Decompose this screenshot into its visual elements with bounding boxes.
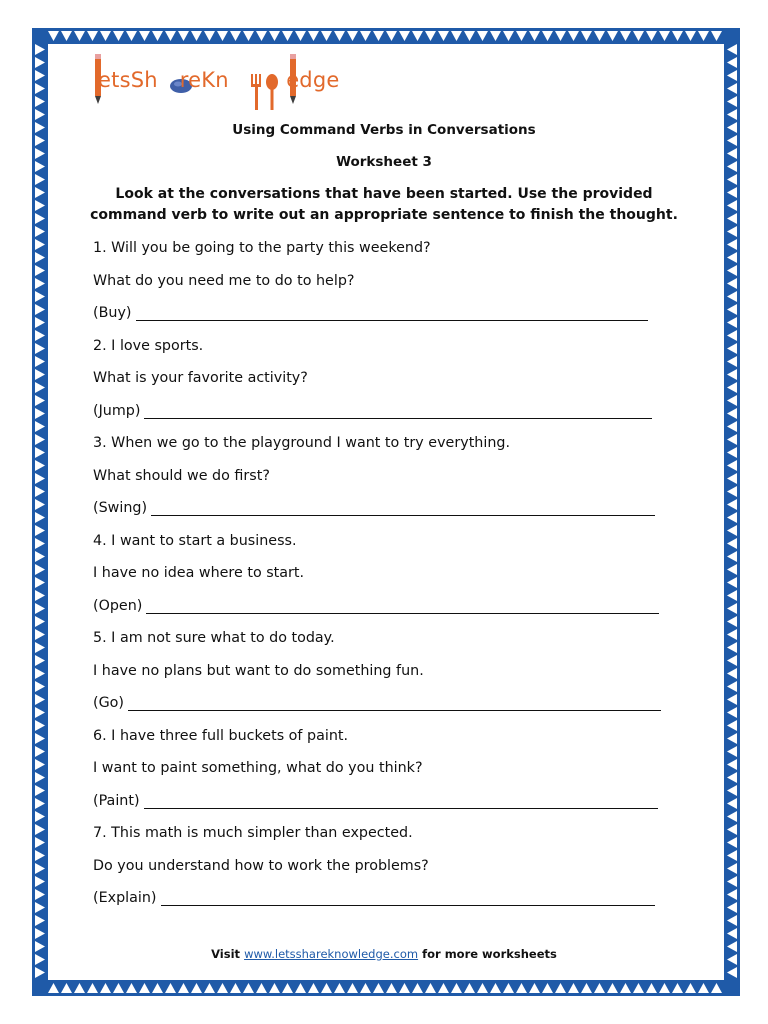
question-prompt: 2. I love sports. bbox=[93, 337, 204, 354]
triangle-border-right bbox=[724, 28, 740, 996]
answer-blank-line[interactable] bbox=[151, 501, 655, 516]
logo-text-part-4: edge bbox=[286, 68, 340, 92]
answer-blank-line[interactable] bbox=[161, 891, 656, 906]
question-prompt: 5. I am not sure what to do today. bbox=[93, 630, 335, 646]
question-prompt: 3. When we go to the playground I want to try everything. bbox=[93, 435, 511, 451]
question-prompt: 1. Will you be going to the party this weekend? bbox=[93, 240, 431, 256]
answer-row bbox=[93, 890, 655, 906]
answer-blank-line[interactable] bbox=[144, 404, 652, 419]
question-prompt: 6. I have three full buckets of paint. bbox=[93, 727, 349, 744]
triangle-border-bottom bbox=[32, 980, 740, 996]
question-followup: What should we do first? bbox=[93, 467, 270, 484]
logo-text bbox=[92, 68, 340, 92]
answer-row bbox=[93, 500, 655, 516]
command-verb: (Open) bbox=[93, 597, 143, 614]
footer bbox=[0, 947, 768, 961]
answer-row bbox=[93, 305, 648, 321]
question-followup: I want to paint something, what do you think? bbox=[93, 760, 423, 776]
answer-blank-line[interactable] bbox=[136, 306, 649, 321]
footer-link[interactable]: www.letsshareknowledge.com bbox=[244, 947, 419, 961]
answer-row bbox=[93, 793, 658, 809]
worksheet-subtitle: Worksheet 3 bbox=[336, 154, 432, 170]
worksheet-title: Using Command Verbs in Conversations bbox=[232, 122, 536, 138]
command-verb: (Paint) bbox=[93, 792, 140, 809]
logo-text-part-2: reKn bbox=[179, 68, 229, 92]
logo-text-part-1: etsSh bbox=[98, 68, 158, 92]
footer-visit: Visit bbox=[211, 947, 241, 961]
question-followup: What is your favorite activity? bbox=[93, 370, 308, 386]
triangle-border-top bbox=[32, 28, 740, 44]
command-verb: (Buy) bbox=[93, 305, 132, 321]
question-prompt: 4. I want to start a business. bbox=[93, 532, 297, 549]
question-followup: I have no idea where to start. bbox=[93, 565, 305, 581]
answer-blank-line[interactable] bbox=[128, 696, 661, 711]
logo bbox=[92, 50, 352, 114]
triangle-border-left bbox=[32, 28, 48, 996]
command-verb: (Explain) bbox=[93, 890, 157, 906]
command-verb: (Go) bbox=[93, 695, 124, 711]
question-prompt: 7. This math is much simpler than expected. bbox=[93, 825, 413, 841]
footer-rest: for more worksheets bbox=[422, 947, 557, 961]
question-followup: Do you understand how to work the problems? bbox=[93, 857, 429, 874]
answer-blank-line[interactable] bbox=[144, 794, 658, 809]
answer-row bbox=[93, 695, 661, 711]
command-verb: (Swing) bbox=[93, 500, 148, 516]
question-followup: I have no plans but want to do something fun. bbox=[93, 662, 424, 679]
answer-blank-line[interactable] bbox=[146, 599, 659, 614]
answer-row bbox=[93, 598, 659, 614]
command-verb: (Jump) bbox=[93, 402, 141, 419]
question-followup: What do you need me to do to help? bbox=[93, 272, 355, 289]
instructions: Look at the conversations that have been started. Use the provided command verb to write out an appropriate sentence to finish the thought. bbox=[90, 186, 678, 223]
answer-row bbox=[93, 403, 652, 419]
